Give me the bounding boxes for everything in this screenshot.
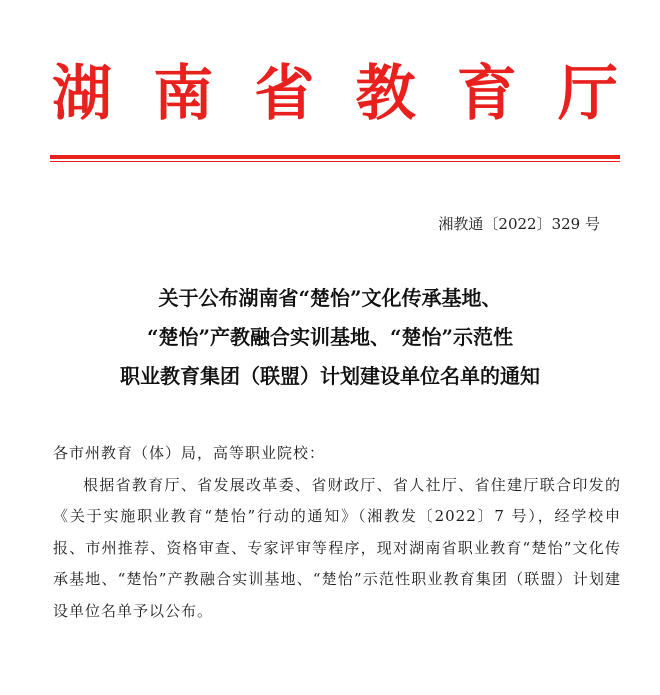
document-title bbox=[40, 279, 620, 396]
title-line: 关于公布湖南省“楚怡”文化传承基地、 bbox=[158, 286, 502, 310]
header-divider-thin bbox=[50, 161, 620, 162]
body-paragraph: 根据省教育厅、省发展改革委、省财政厅、省人社厅、省住建厅联合印发的《关于实施职业教育“楚怡”行动的通知》（湘教发〔2022〕7 号），经学校申报、市州推荐、资格审查、专家评审等程序，现对湖南省职业教育“楚怡”文化传承基地、“楚怡”产教融合实训基地、“楚怡”示范性职业教育集团（联盟）计划建设单位名单予以公布。 bbox=[53, 475, 621, 620]
salutation: 各市州教育（体）局，高等职业院校： bbox=[53, 444, 326, 462]
masthead-char: 教 bbox=[355, 59, 416, 129]
masthead-char: 厅 bbox=[557, 59, 618, 129]
masthead-char: 育 bbox=[456, 59, 517, 129]
masthead-org-name bbox=[52, 58, 618, 130]
masthead-char: 湖 bbox=[52, 59, 112, 129]
masthead-char: 南 bbox=[153, 59, 214, 129]
title-line: 职业教育集团（联盟）计划建设单位名单的通知 bbox=[120, 364, 540, 388]
masthead-char: 省 bbox=[254, 59, 315, 129]
title-line: “楚怡”产教融合实训基地、“楚怡”示范性 bbox=[146, 325, 513, 349]
header-divider-thick bbox=[50, 155, 620, 159]
document-number: 湘教通〔2022〕329 号 bbox=[438, 215, 600, 233]
document-body bbox=[53, 438, 621, 627]
